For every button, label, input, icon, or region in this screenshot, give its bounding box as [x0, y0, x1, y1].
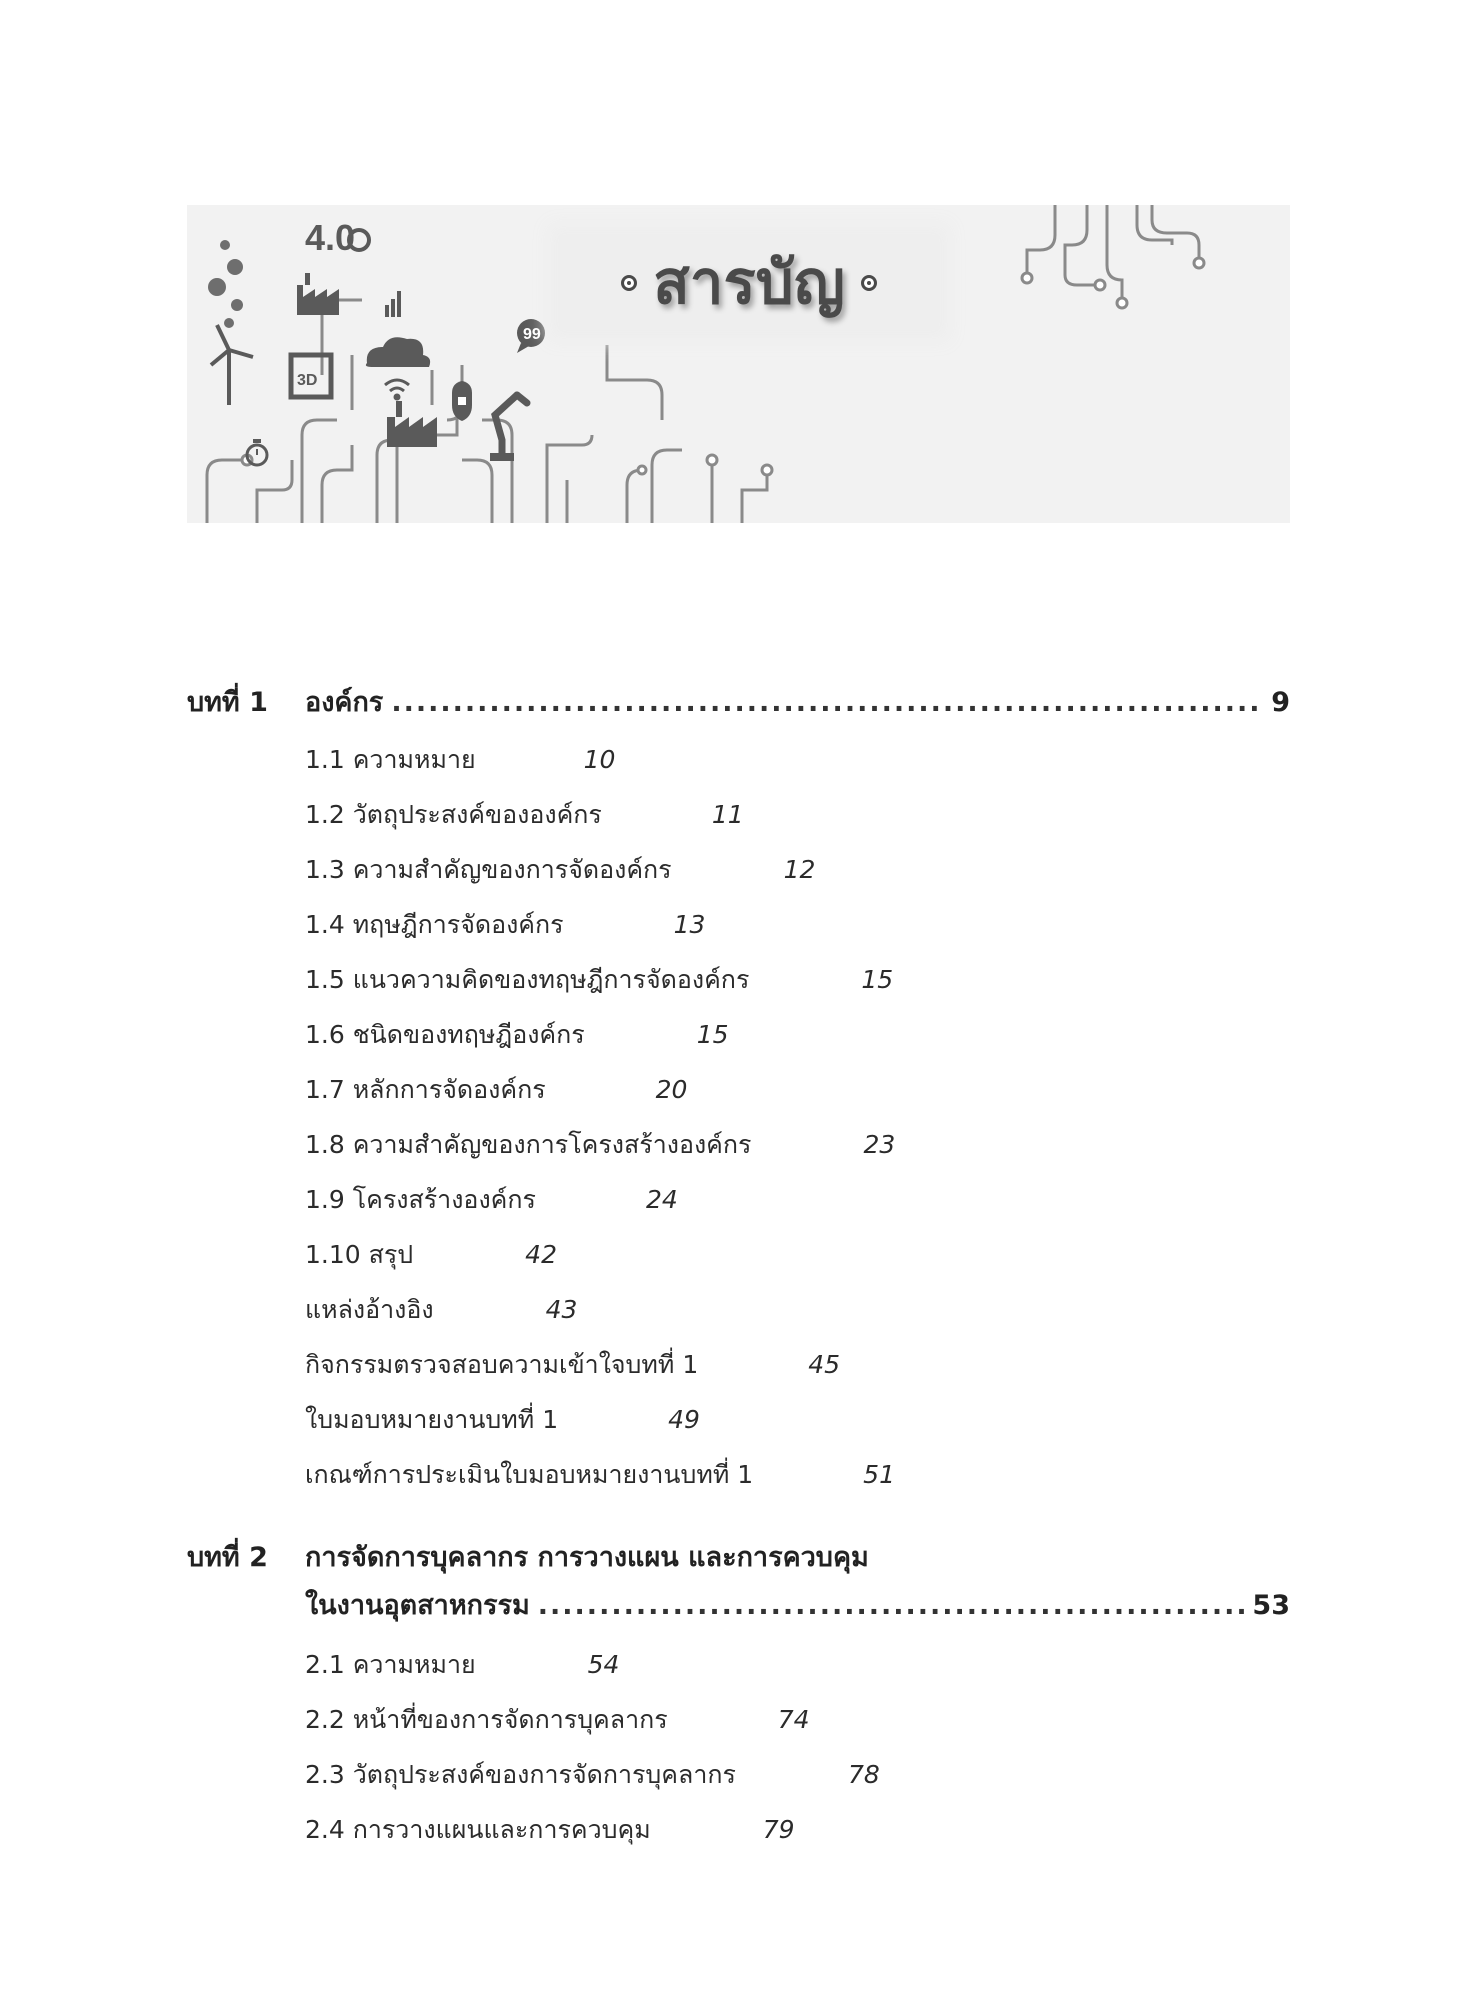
factory-icon	[297, 273, 339, 315]
svg-text:3D: 3D	[297, 372, 318, 389]
title-box	[559, 235, 939, 330]
header-banner	[187, 205, 1290, 523]
cloud-icon	[366, 337, 430, 367]
toc-page: 11	[711, 800, 744, 829]
toc-entry: 1.1 ความหมาย 10	[305, 745, 616, 774]
chapter-title-line-2	[305, 1583, 1290, 1626]
chapter-label: บทที่ 1	[187, 687, 268, 718]
stopwatch-icon	[247, 439, 267, 465]
toc-page: 23	[863, 1130, 896, 1159]
toc-page: 79	[762, 1815, 795, 1844]
toc-page: 13	[673, 910, 706, 939]
chapter-title-continued: ในงานอุตสาหกรรม	[305, 1590, 530, 1621]
toc-entry: 1.2 วัตถุประสงค์ขององค์กร 11	[305, 800, 744, 829]
toc-page: 74	[777, 1705, 810, 1734]
bullet-left-icon	[621, 275, 637, 291]
toc-entry: 1.7 หลักการจัดองค์กร 20	[305, 1075, 688, 1104]
page-title: สารบัญ	[653, 248, 845, 318]
toc-entry: แหล่งอ้างอิง 43	[305, 1295, 578, 1324]
3d-printer-icon	[291, 355, 331, 397]
factory-large-icon	[387, 401, 437, 447]
toc-entry: 2.2 หน้าที่ของการจัดการบุคลากร 74	[305, 1705, 810, 1734]
security-lock-icon	[452, 381, 472, 421]
chapter-title-line	[305, 1535, 1290, 1578]
chapter-title: องค์กร	[305, 687, 384, 718]
toc-entry: 1.6 ชนิดของทฤษฎีองค์กร 15	[305, 1020, 729, 1049]
toc-page: 51	[863, 1460, 895, 1489]
toc-entry: 1.8 ความสำคัญของการโครงสร้างองค์กร 23	[305, 1130, 896, 1159]
toc-page: 45	[808, 1350, 841, 1379]
svg-text:99: 99	[523, 326, 541, 343]
toc-entry: 2.1 ความหมาย 54	[305, 1650, 620, 1679]
industry-4-0-text: 4.0	[305, 217, 356, 258]
toc-page: 78	[847, 1760, 880, 1789]
toc-page: 43	[545, 1295, 578, 1324]
toc-entry: 1.10 สรุป 42	[305, 1240, 557, 1269]
toc-entry: 2.3 วัตถุประสงค์ของการจัดการบุคลากร 78	[305, 1760, 880, 1789]
chapter-page: 9	[1271, 687, 1290, 718]
toc-entry: เกณฑ์การประเมินใบมอบหมายงานบทที่ 1 51	[305, 1460, 895, 1489]
wifi-icon	[385, 380, 409, 399]
bullet-right-icon	[861, 275, 877, 291]
toc-page: 15	[696, 1020, 729, 1049]
dot-leader	[538, 1590, 1245, 1621]
chapter-2-heading	[187, 1535, 1290, 1625]
bar-chart-icon	[385, 291, 401, 317]
chapter-label: บทที่ 2	[187, 1542, 268, 1573]
toc-entry: 1.5 แนวความคิดของทฤษฎีการจัดองค์กร 15	[305, 965, 894, 994]
toc-entry: 1.4 ทฤษฎีการจัดองค์กร 13	[305, 910, 706, 939]
toc-page: 49	[668, 1405, 700, 1434]
chapter-page: 53	[1252, 1590, 1290, 1621]
toc-page: 15	[861, 965, 894, 994]
toc-page: 12	[783, 855, 816, 884]
toc-page: 10	[583, 745, 616, 774]
toc-entry: 1.3 ความสำคัญของการจัดองค์กร 12	[305, 855, 816, 884]
toc-entry: กิจกรรมตรวจสอบความเข้าใจบทที่ 1 45	[305, 1350, 841, 1379]
toc-entry: 2.4 การวางแผนและการควบคุม 79	[305, 1815, 795, 1844]
wind-turbine-icon	[211, 325, 253, 405]
dot-leader	[391, 687, 1263, 718]
toc-entry: ใบมอบหมายงานบทที่ 1 49	[305, 1405, 700, 1434]
toc-entry: 1.9 โครงสร้างองค์กร 24	[305, 1185, 678, 1214]
toc-page: 42	[525, 1240, 557, 1269]
toc-page: 20	[655, 1075, 688, 1104]
chat-bubble-icon	[517, 319, 545, 353]
chapter-title: การจัดการบุคลากร การวางแผน และการควบคุม	[305, 1542, 869, 1573]
toc-page: 54	[587, 1650, 620, 1679]
chapter-1-heading	[187, 680, 1290, 720]
chapter-title-line	[305, 680, 1290, 723]
toc-page: 24	[645, 1185, 678, 1214]
page-title-wrapper	[559, 235, 939, 330]
